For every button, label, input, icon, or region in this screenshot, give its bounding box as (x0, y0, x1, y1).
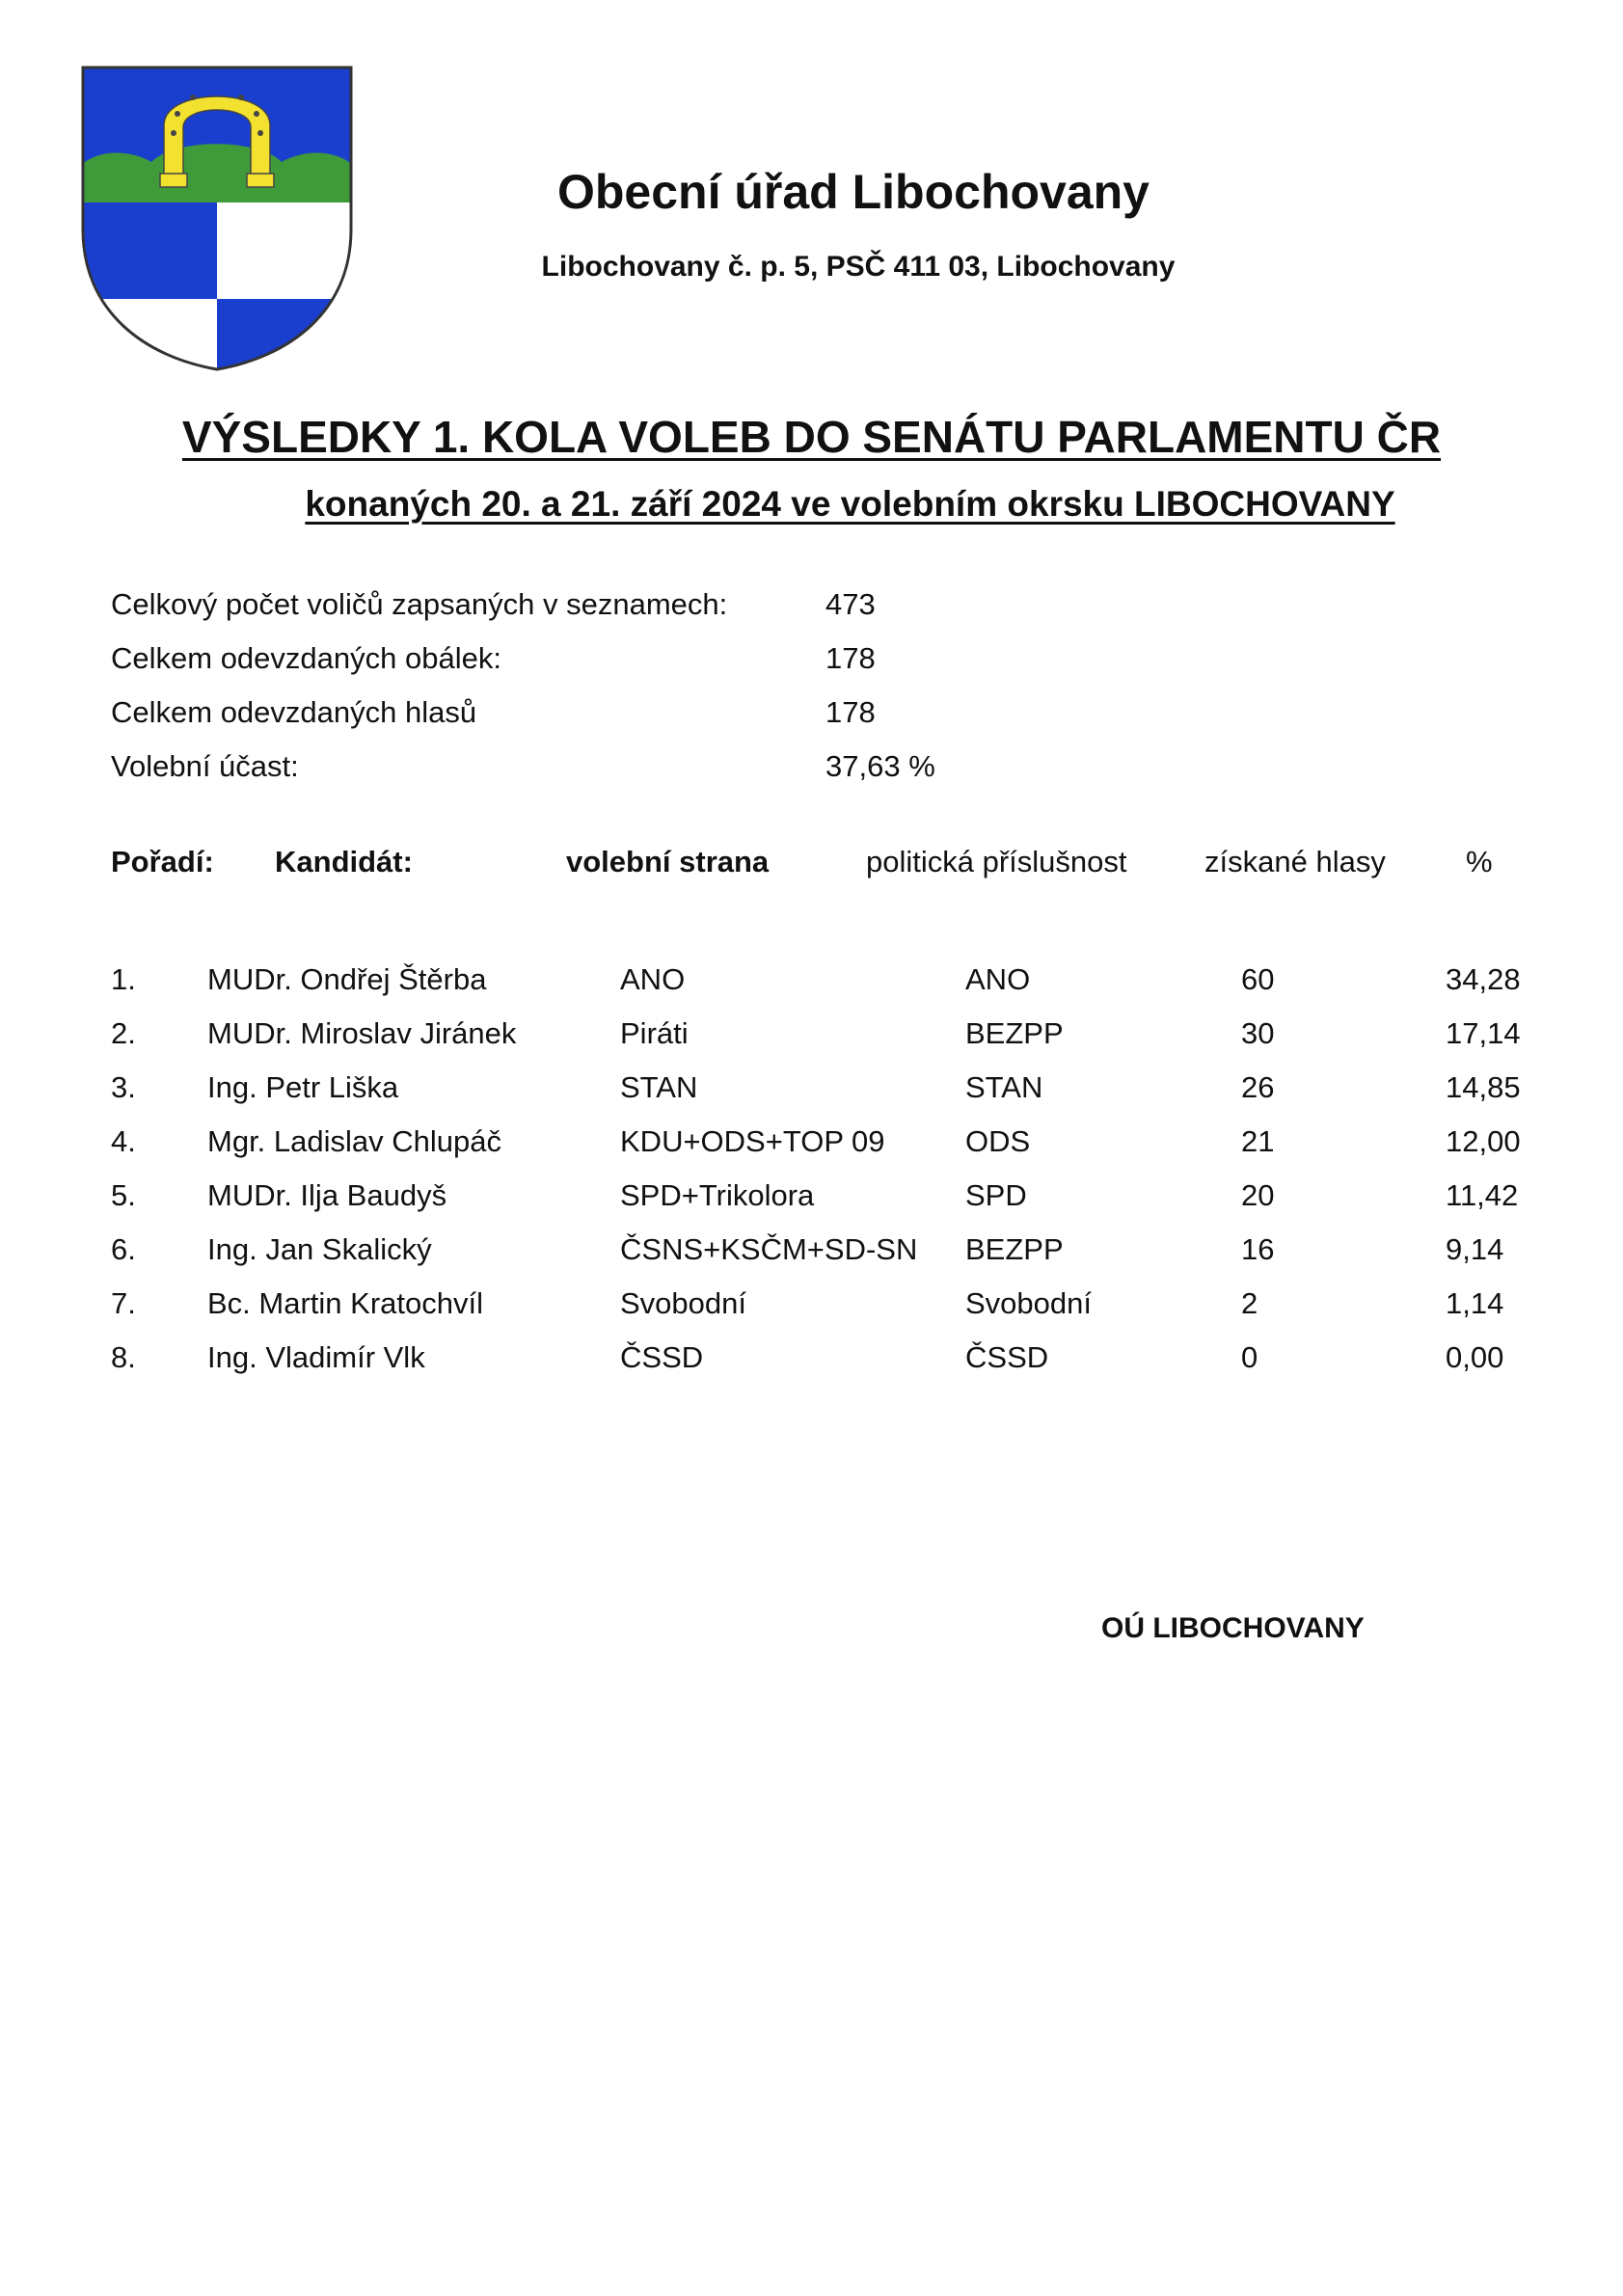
cell-percent: 14,85 (1446, 1070, 1521, 1104)
cell-rank: 2. (111, 1016, 136, 1050)
cell-votes: 30 (1241, 1016, 1275, 1050)
office-address: Libochovany č. p. 5, PSČ 411 03, Libochovany (541, 251, 1176, 283)
cell-votes: 20 (1241, 1178, 1275, 1212)
stat-value: 37,63 % (825, 749, 935, 783)
stat-value: 178 (825, 695, 876, 729)
cell-rank: 6. (111, 1232, 136, 1266)
table-row (111, 1283, 1557, 1337)
cell-candidate: Mgr. Ladislav Chlupáč (207, 1124, 501, 1158)
table-row (111, 1337, 1557, 1391)
stat-label: Volební účast: (111, 749, 299, 783)
cell-party: ANO (620, 962, 686, 996)
cell-votes: 2 (1241, 1286, 1258, 1320)
cell-affiliation: BEZPP (965, 1016, 1064, 1050)
cell-candidate: MUDr. Miroslav Jiránek (207, 1016, 517, 1050)
cell-votes: 16 (1241, 1232, 1275, 1266)
election-statistics (111, 583, 1268, 799)
stat-value: 473 (825, 587, 876, 621)
table-row (111, 1121, 1557, 1175)
cell-affiliation: BEZPP (965, 1232, 1064, 1266)
results-header (111, 841, 1557, 899)
cell-candidate: Ing. Petr Liška (207, 1070, 399, 1104)
cell-rank: 4. (111, 1124, 136, 1158)
cell-percent: 11,42 (1446, 1178, 1519, 1212)
cell-percent: 0,00 (1446, 1340, 1504, 1374)
cell-party: Svobodní (620, 1286, 746, 1320)
cell-party: Piráti (620, 1016, 689, 1050)
header-percent: % (1466, 845, 1493, 878)
cell-affiliation: STAN (965, 1070, 1043, 1104)
stat-label: Celkem odevzdaných hlasů (111, 695, 477, 729)
cell-party: KDU+ODS+TOP 09 (620, 1124, 885, 1158)
cell-affiliation: SPD (965, 1178, 1027, 1212)
cell-percent: 34,28 (1446, 962, 1521, 996)
office-name: Obecní úřad Libochovany (557, 165, 1150, 219)
stat-label: Celkem odevzdaných obálek: (111, 641, 501, 675)
stat-votes-cast (111, 691, 1268, 745)
header-party: volební strana (566, 845, 770, 878)
stat-label: Celkový počet voličů zapsaných v seznamech: (111, 587, 728, 621)
signature-block: OÚ LIBOCHOVANY (1101, 1612, 1365, 1644)
cell-candidate: Ing. Vladimír Vlk (207, 1340, 425, 1374)
cell-rank: 8. (111, 1340, 136, 1374)
cell-rank: 1. (111, 962, 136, 996)
table-row (111, 1175, 1557, 1229)
cell-affiliation: Svobodní (965, 1286, 1092, 1320)
header-votes: získané hlasy (1204, 845, 1386, 878)
cell-rank: 3. (111, 1070, 136, 1104)
cell-affiliation: ODS (965, 1124, 1031, 1158)
cell-votes: 21 (1241, 1124, 1275, 1158)
results-table (111, 841, 1557, 1391)
header-candidate: Kandidát: (275, 845, 413, 878)
document-title: VÝSLEDKY 1. KOLA VOLEB DO SENÁTU PARLAMENTU ČR (181, 412, 1442, 462)
cell-rank: 5. (111, 1178, 136, 1212)
cell-party: ČSSD (620, 1340, 704, 1374)
cell-votes: 60 (1241, 962, 1275, 996)
stat-turnout (111, 745, 1268, 799)
cell-party: SPD+Trikolora (620, 1178, 815, 1212)
cell-votes: 26 (1241, 1070, 1275, 1104)
cell-party: ČSNS+KSČM+SD-SN (620, 1232, 918, 1266)
cell-candidate: Bc. Martin Kratochvíl (207, 1286, 483, 1320)
cell-percent: 12,00 (1446, 1124, 1521, 1158)
cell-candidate: Ing. Jan Skalický (207, 1232, 432, 1266)
table-row (111, 959, 1557, 1013)
cell-votes: 0 (1241, 1340, 1258, 1374)
results-body (111, 959, 1557, 1391)
stat-value: 178 (825, 641, 876, 675)
cell-affiliation: ČSSD (965, 1340, 1049, 1374)
cell-percent: 9,14 (1446, 1232, 1504, 1266)
cell-affiliation: ANO (965, 962, 1031, 996)
cell-rank: 7. (111, 1286, 136, 1320)
cell-candidate: MUDr. Ondřej Štěrba (207, 962, 487, 996)
cell-candidate: MUDr. Ilja Baudyš (207, 1178, 447, 1212)
stat-registered-voters (111, 583, 1268, 637)
table-row (111, 1229, 1557, 1283)
header-affiliation: politická příslušnost (866, 845, 1127, 878)
cell-percent: 17,14 (1446, 1016, 1521, 1050)
cell-party: STAN (620, 1070, 698, 1104)
document-subtitle: konaných 20. a 21. září 2024 ve volebním okrsku LIBOCHOVANY (305, 484, 1395, 524)
table-row (111, 1067, 1557, 1121)
table-row (111, 1013, 1557, 1067)
cell-percent: 1,14 (1446, 1286, 1504, 1320)
stat-envelopes (111, 637, 1268, 691)
header-rank: Pořadí: (111, 845, 214, 878)
